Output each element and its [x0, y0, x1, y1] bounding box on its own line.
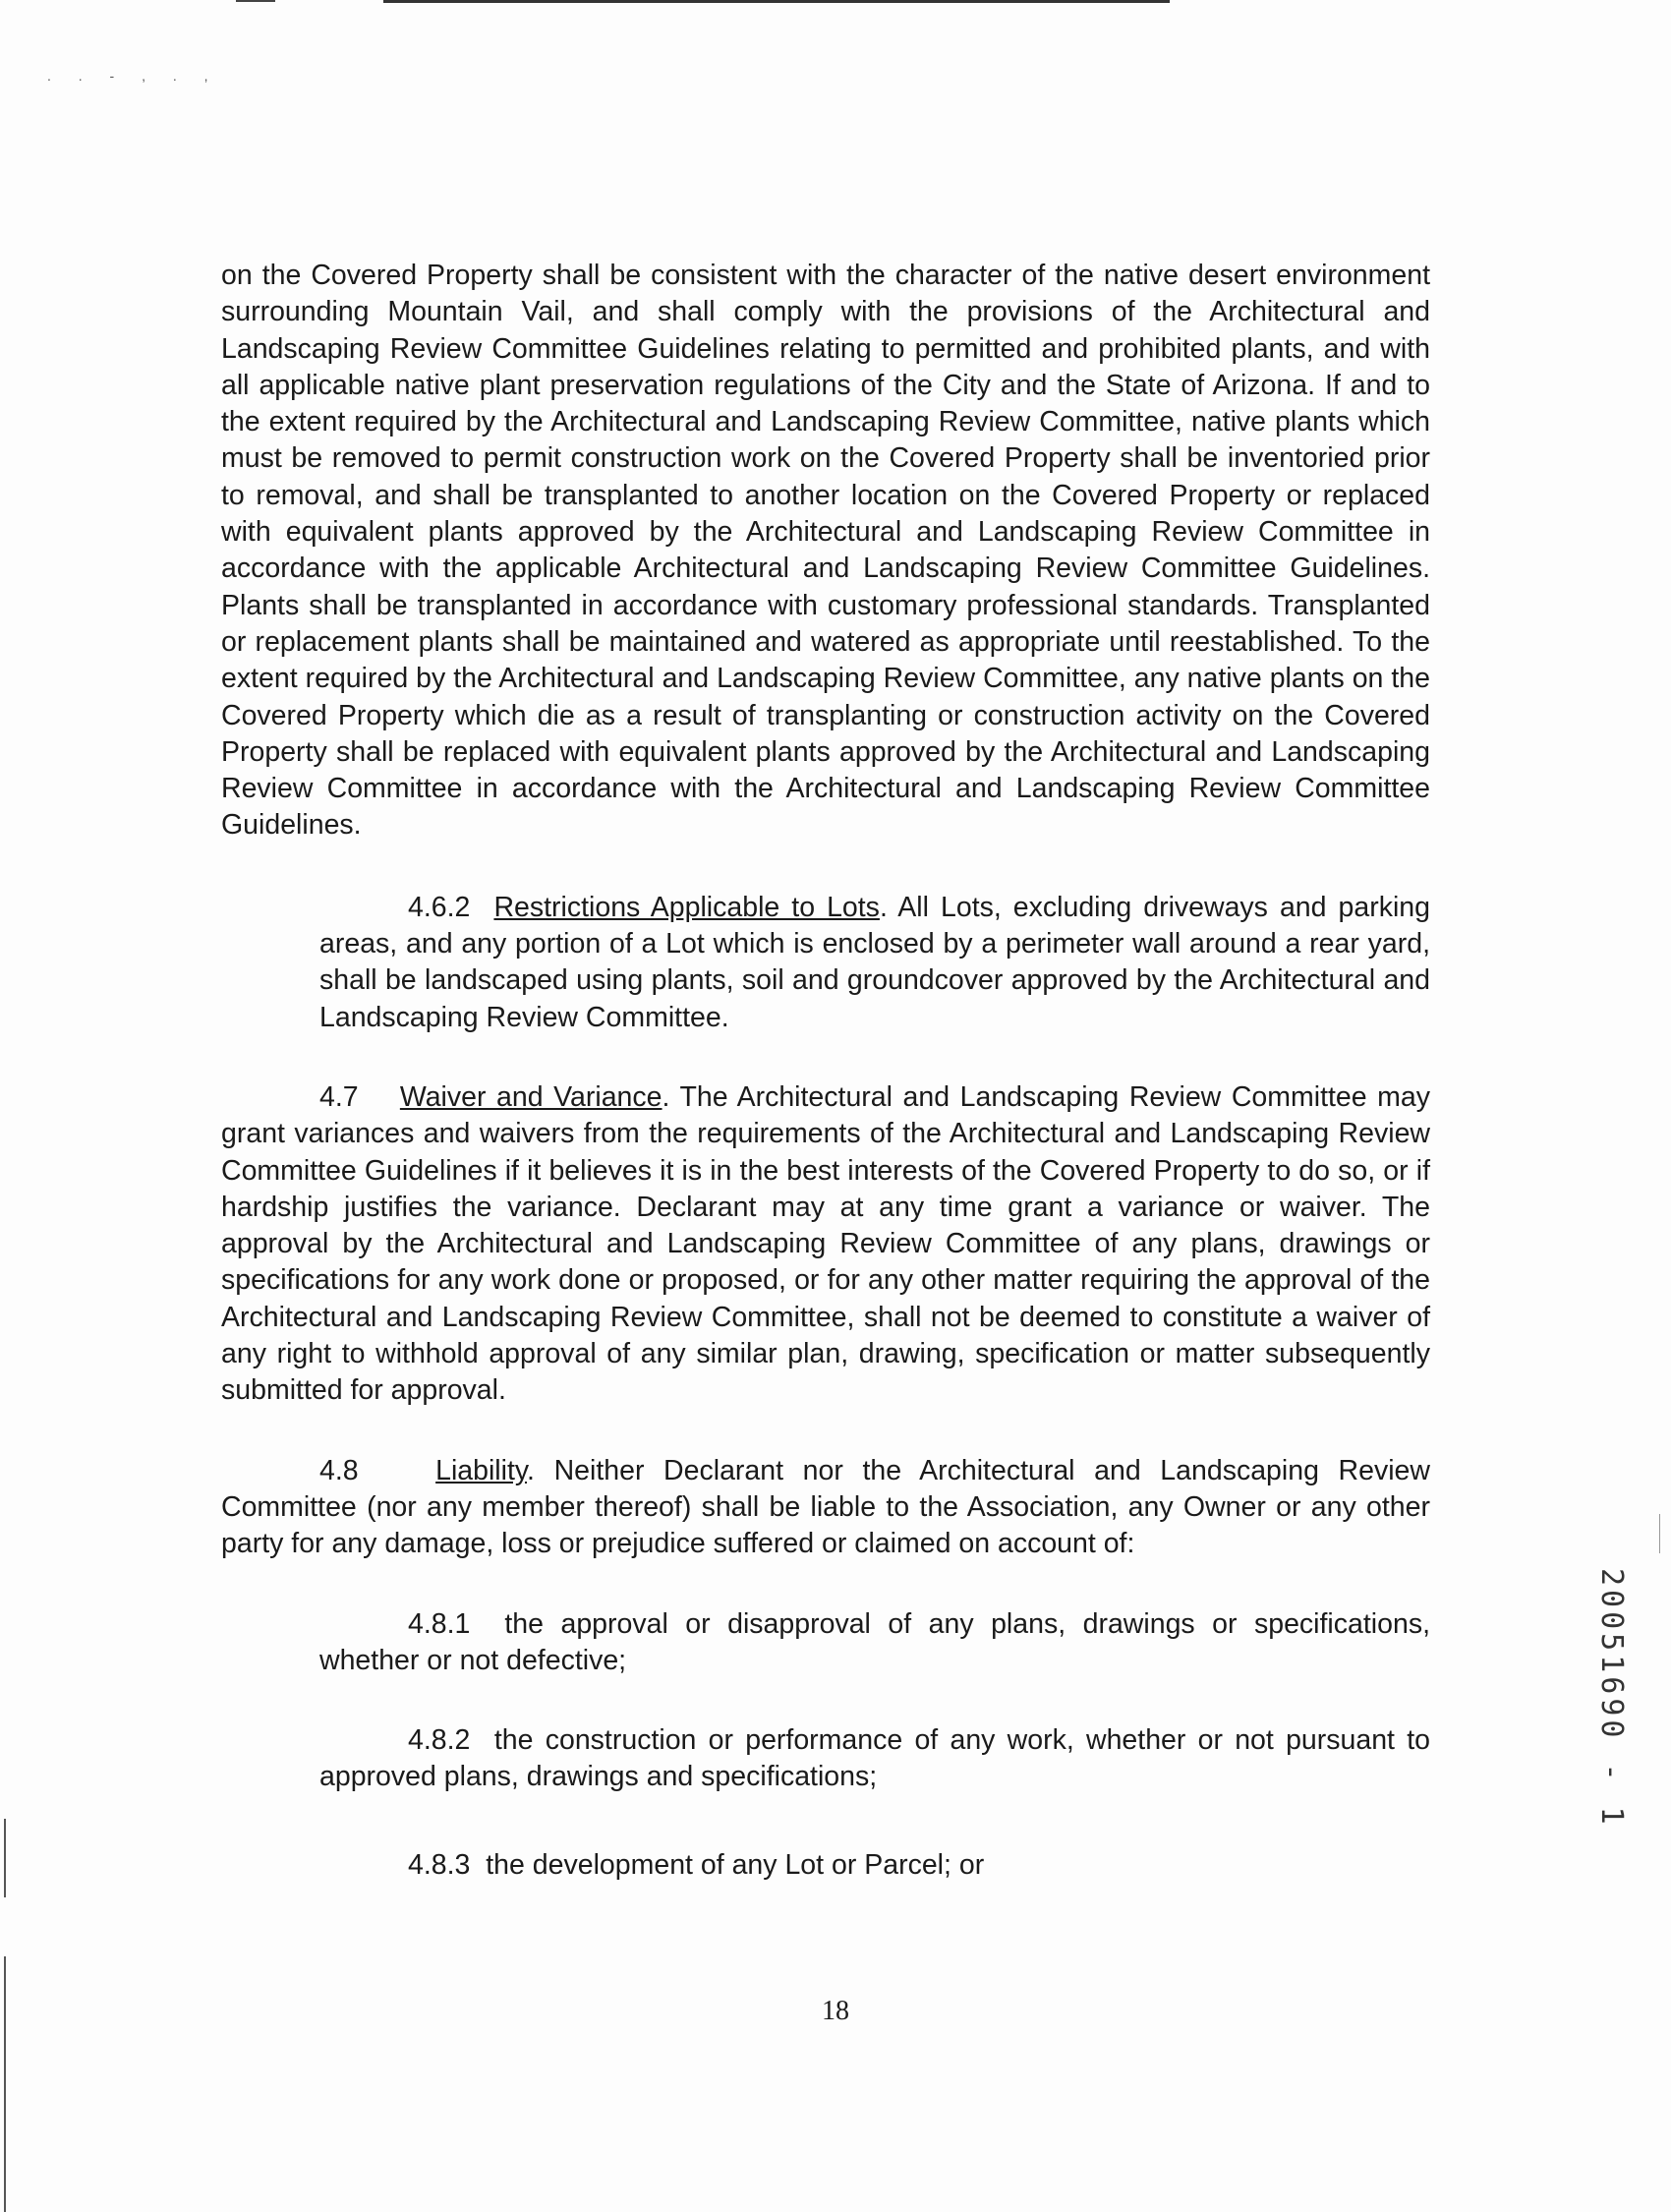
section-number: 4.8.1: [408, 1607, 471, 1640]
section-text: . The Architectural and Landscaping Review Committee may grant variances and waivers from the requirements of the Architectural and Landscaping Review Committee Guidelines if it believes it is in the best interests of the Covered Property to do so, or if hardship justifies the variance. Declarant may at any time grant a variance or waiver. The approval by the Architectural and Landscaping Review Committee of any plans, drawings or specifications for any work done or proposed, or for any other matter requiring the approval of the Architectural and Landscaping Review Committee, shall not be deemed to constitute a waiver of any right to withhold approval of any similar plan, drawing, specification or matter subsequently submitted for approval.: [221, 1080, 1430, 1407]
scan-artifact-line: [236, 0, 275, 2]
paragraph-landscape-continued: on the Covered Property shall be consistent with the character of the native desert environment surrounding Mountain Vail, and shall comply with the provisions of the Architectural and Landscaping Review Committee Guidelines relating to permitted and prohibited plants, and with all applicable native plant preservation regulations of the City and the State of Arizona. If and to the extent required by the Architectural and Landscaping Review Committee, native plants which must be removed to permit construction work on the Covered Property shall be inventoried prior to removal, and shall be transplanted to another location on the Covered Property or replaced with equivalent plants approved by the Architectural and Landscaping Review Committee in accordance with the applicable Architectural and Landscaping Review Committee Guidelines. Plants shall be transplanted in accordance with customary professional standards. Transplanted or replacement plants shall be maintained and watered as appropriate until reestablished. To the extent required by the Architectural and Landscaping Review Committee, any native plants on the Covered Property which die as a result of transplanting or construction activity on the Covered Property shall be replaced with equivalent plants approved by the Architectural and Landscaping Review Committee in accordance with the Architectural and Landscaping Review Committee Guidelines.: [221, 260, 1430, 842]
section-number: 4.7: [319, 1080, 359, 1113]
section-text: the development of any Lot or Parcel; or: [486, 1848, 985, 1881]
section-heading: Restrictions Applicable to Lots: [493, 891, 880, 923]
scan-top-border: [383, 0, 1170, 3]
recording-stamp-text: 20051690 - 1: [1594, 1568, 1629, 1829]
section-text: the approval or disapproval of any plans, drawings or specifications, whether or not defective;: [319, 1607, 1430, 1676]
scan-edge-mark: [4, 1819, 6, 1897]
section-text: . All Lots, excluding driveways and parking areas, and any portion of a Lot which is enclosed by a perimeter wall around a rear yard, shall be landscaped using plants, soil and groundcover approved by the Architectural and Landscaping Review Committee.: [319, 891, 1430, 1033]
section-number: 4.8.3: [408, 1848, 471, 1881]
scan-edge-mark: [4, 1956, 6, 2212]
paragraph-section-4-8-2: [319, 1722, 1430, 1796]
section-heading: Liability: [435, 1454, 528, 1486]
paragraph-section-4-8-3: [319, 1847, 1430, 1884]
scan-edge-mark: [1659, 1514, 1660, 1553]
section-number: 4.6.2: [408, 891, 471, 923]
section-number: 4.8.2: [408, 1724, 471, 1757]
section-text: . Neither Declarant nor the Architectural and Landscaping Review Committee (nor any member thereof) shall be liable to the Association, any Owner or any other party for any damage, loss or prejudice suffered or claimed on account of:: [221, 1454, 1430, 1560]
page-number: 18: [822, 1996, 849, 2026]
scan-specks: . . - , . ,: [47, 68, 220, 84]
section-heading: Waiver and Variance: [399, 1080, 663, 1113]
section-text: the construction or performance of any work, whether or not pursuant to approved plans, drawings and specifications;: [319, 1724, 1430, 1793]
paragraph-section-4-6-2: [319, 890, 1430, 1036]
section-number: 4.8: [319, 1454, 359, 1486]
paragraph-section-4-8-1: [319, 1606, 1430, 1680]
paragraph-section-4-7: [221, 1079, 1430, 1410]
paragraph-section-4-8: [221, 1453, 1430, 1563]
document-body: [221, 258, 1430, 1884]
recording-stamp: [1589, 1568, 1629, 1829]
